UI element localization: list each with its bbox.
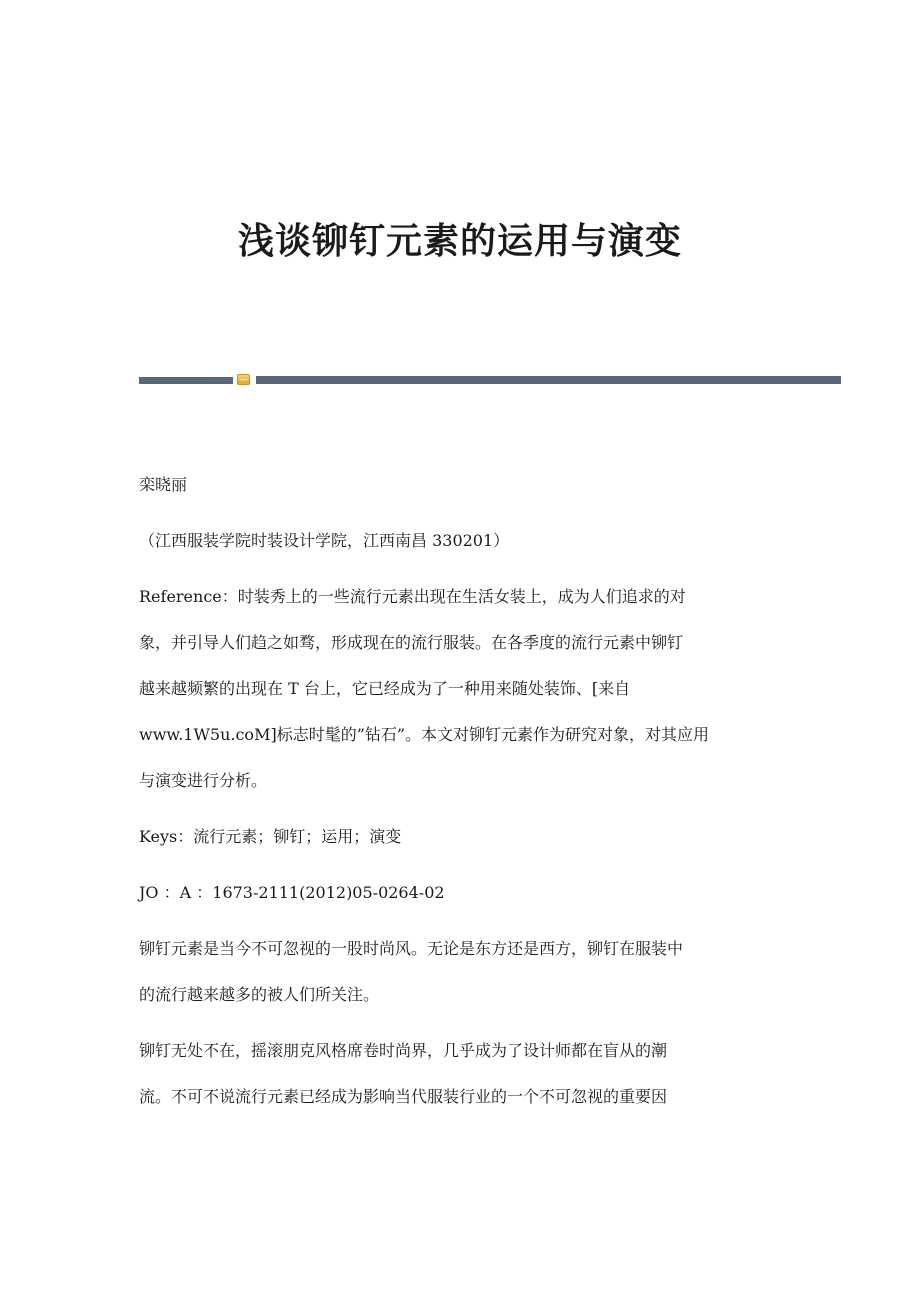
affiliation: （江西服装学院时装设计学院，江西南昌 330201） (139, 531, 510, 550)
divider-bar-right (256, 376, 841, 384)
divider-ornament-icon (237, 374, 250, 385)
title-divider (139, 374, 841, 386)
abstract (139, 574, 789, 804)
paragraph-line: 铆钉元素是当今不可忽视的一股时尚风。无论是东方还是西方，铆钉在服装中 (139, 939, 684, 958)
page-title: 浅谈铆钉元素的运用与演变 (237, 220, 682, 262)
abstract-line: Reference：时装秀上的一些流行元素出现在生活女装上，成为人们追求的对 (139, 587, 686, 606)
classification-code: JO ：A ：1673-2111(2012)05-0264-02 (139, 883, 445, 902)
paragraph-1 (139, 926, 789, 1018)
abstract-line: 与演变进行分析。 (139, 771, 268, 790)
keywords: Keys：流行元素；铆钉；运用；演变 (139, 827, 402, 846)
abstract-line: 越来越频繁的出现在 T 台上，它已经成为了一种用来随处装饰、[来自 (139, 679, 631, 698)
abstract-line: 象，并引导人们趋之如骛，形成现在的流行服装。在各季度的流行元素中铆钉 (139, 633, 684, 652)
paragraph-line: 铆钉无处不在，摇滚朋克风格席卷时尚界，几乎成为了设计师都在盲从的潮 (139, 1041, 668, 1060)
abstract-line: www.1W5u.coM]标志时髦的”钻石”。本文对铆钉元素作为研究对象，对其应用 (139, 725, 710, 744)
paragraph-line: 的流行越来越多的被人们所关注。 (139, 985, 380, 1004)
divider-bar-left (139, 377, 233, 384)
paragraph-line: 流。不可不说流行元素已经成为影响当代服装行业的一个不可忽视的重要因 (139, 1087, 668, 1106)
author: 栾晓丽 (139, 475, 188, 494)
paragraph-2 (139, 1028, 789, 1120)
document-body (139, 462, 789, 1130)
